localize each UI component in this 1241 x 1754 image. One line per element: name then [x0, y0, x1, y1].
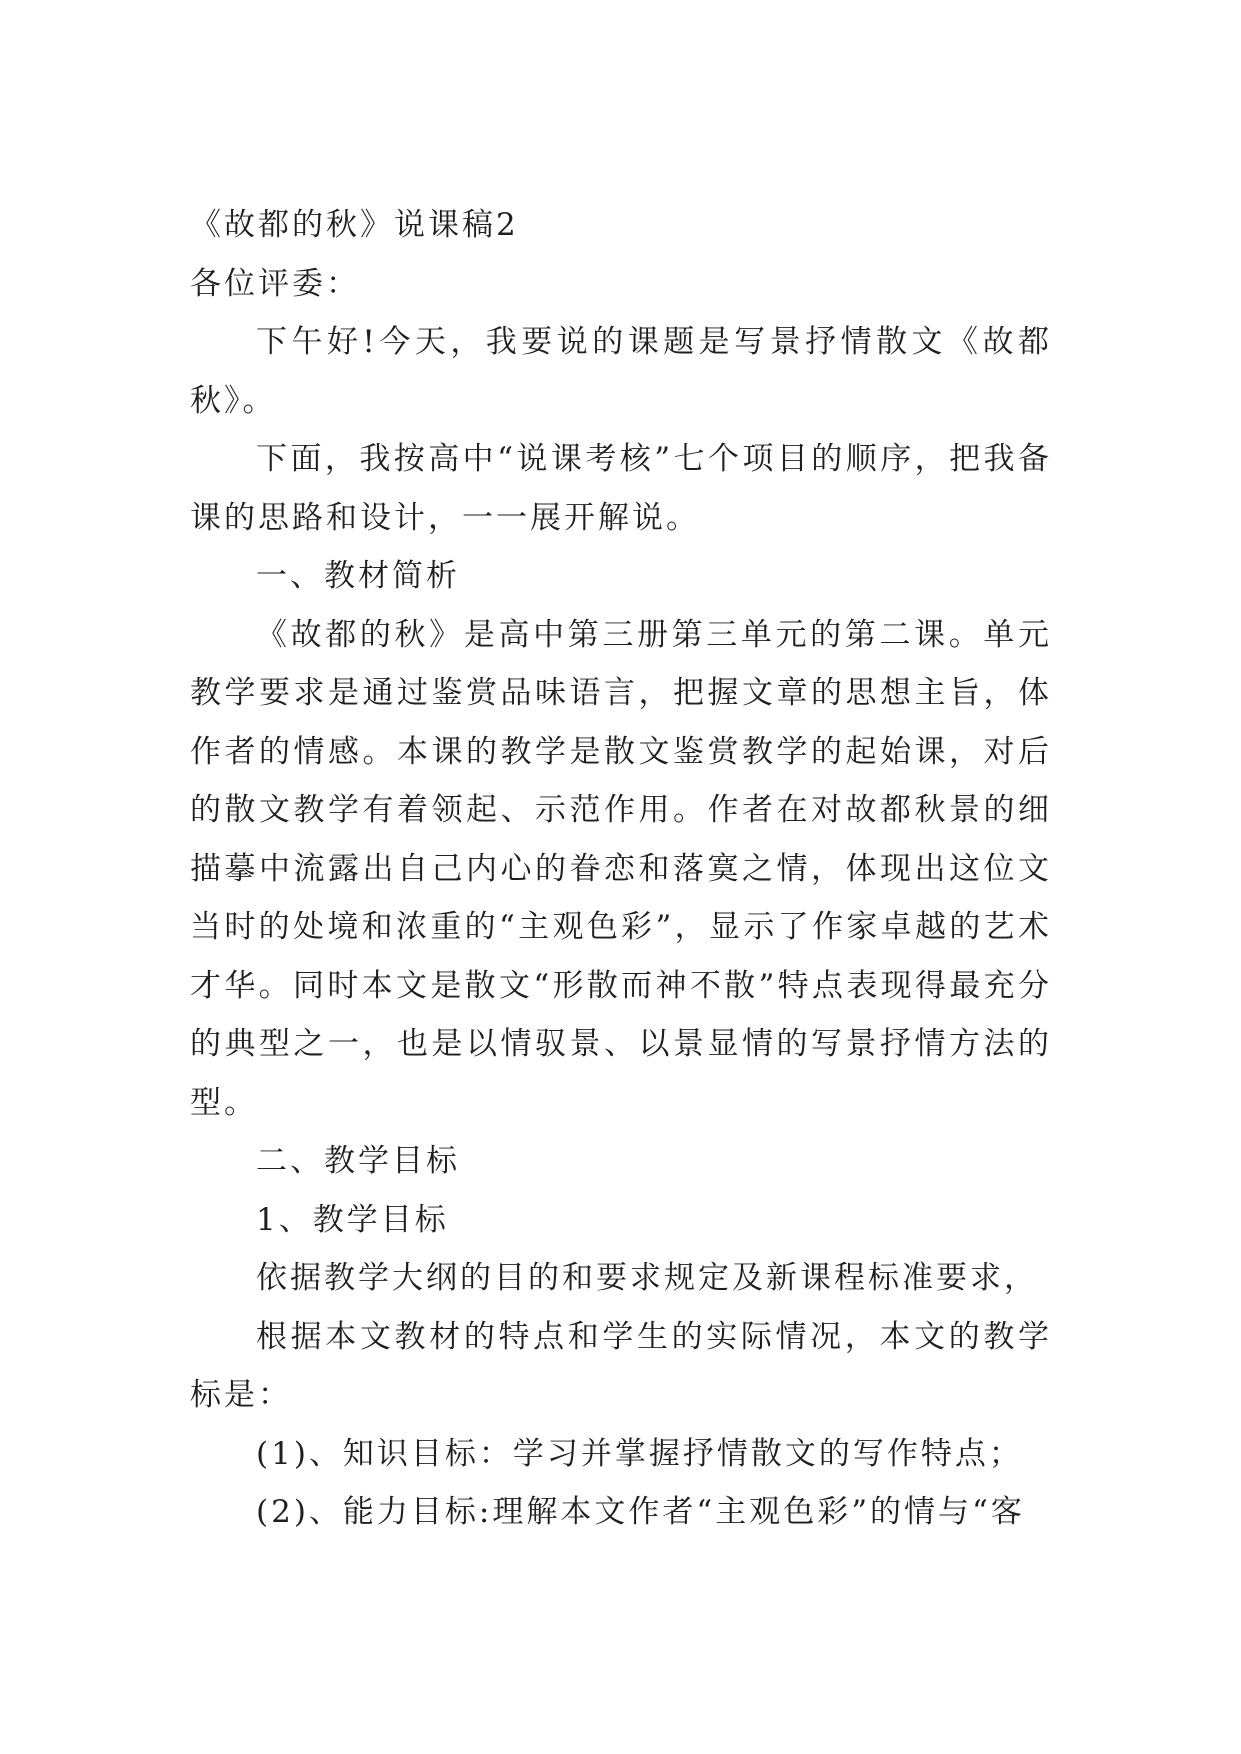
paragraph-line: 作者的情感。本课的教学是散文鉴赏教学的起始课，对后 — [190, 733, 1052, 770]
paragraph-line: 根据本文教材的特点和学生的实际情况，本文的教学 — [256, 1318, 1052, 1355]
paragraph-line: 课的思路和设计，一一展开解说。 — [190, 499, 700, 536]
section-heading: 二、教学目标 — [256, 1143, 460, 1179]
paragraph-line: 依据教学大纲的目的和要求规定及新课程标准要求， — [256, 1260, 1038, 1296]
paragraph-line: 的散文教学有着领起、示范作用。作者在对故都秋景的细 — [190, 792, 1052, 828]
objective-item: (2)、能力目标:理解本文作者“主观色彩”的情与“客 — [256, 1494, 1025, 1530]
paragraph-line: 标是： — [190, 1377, 292, 1413]
paragraph-line: 秋》。 — [190, 382, 277, 419]
paragraph-line: 描摹中流露出自己内心的眷恋和落寞之情，体现出这位文 — [190, 850, 1052, 887]
document-body — [190, 196, 1052, 1542]
paragraph-line: 的典型之一，也是以情驭景、以景显情的写景抒情方法的 — [190, 1026, 1052, 1062]
paragraph-line: 下午好!今天，我要说的课题是写景抒情散文《故都 — [256, 324, 1052, 360]
salutation: 各位评委： — [190, 265, 360, 302]
section-heading: 一、教材简析 — [256, 558, 460, 594]
paragraph-line: 当时的处境和浓重的“主观色彩”，显示了作家卓越的艺术 — [190, 909, 1052, 945]
paragraph-line: 教学要求是通过鉴赏品味语言，把握文章的思想主旨，体 — [190, 675, 1052, 711]
paragraph-line: 型。 — [190, 1084, 258, 1121]
subsection-heading: 1、教学目标 — [256, 1201, 449, 1238]
paragraph-line: 才华。同时本文是散文“形散而神不散”特点表现得最充分 — [190, 967, 1052, 1004]
paragraph-line: 《故都的秋》是高中第三册第三单元的第二课。单元 — [256, 616, 1052, 653]
objective-item: (1)、知识目标：学习并掌握抒情散文的写作特点； — [256, 1435, 1023, 1472]
document-title: 《故都的秋》说课稿2 — [190, 207, 519, 243]
paragraph-line: 下面，我按高中“说课考核”七个项目的顺序，把我备 — [256, 441, 1052, 477]
